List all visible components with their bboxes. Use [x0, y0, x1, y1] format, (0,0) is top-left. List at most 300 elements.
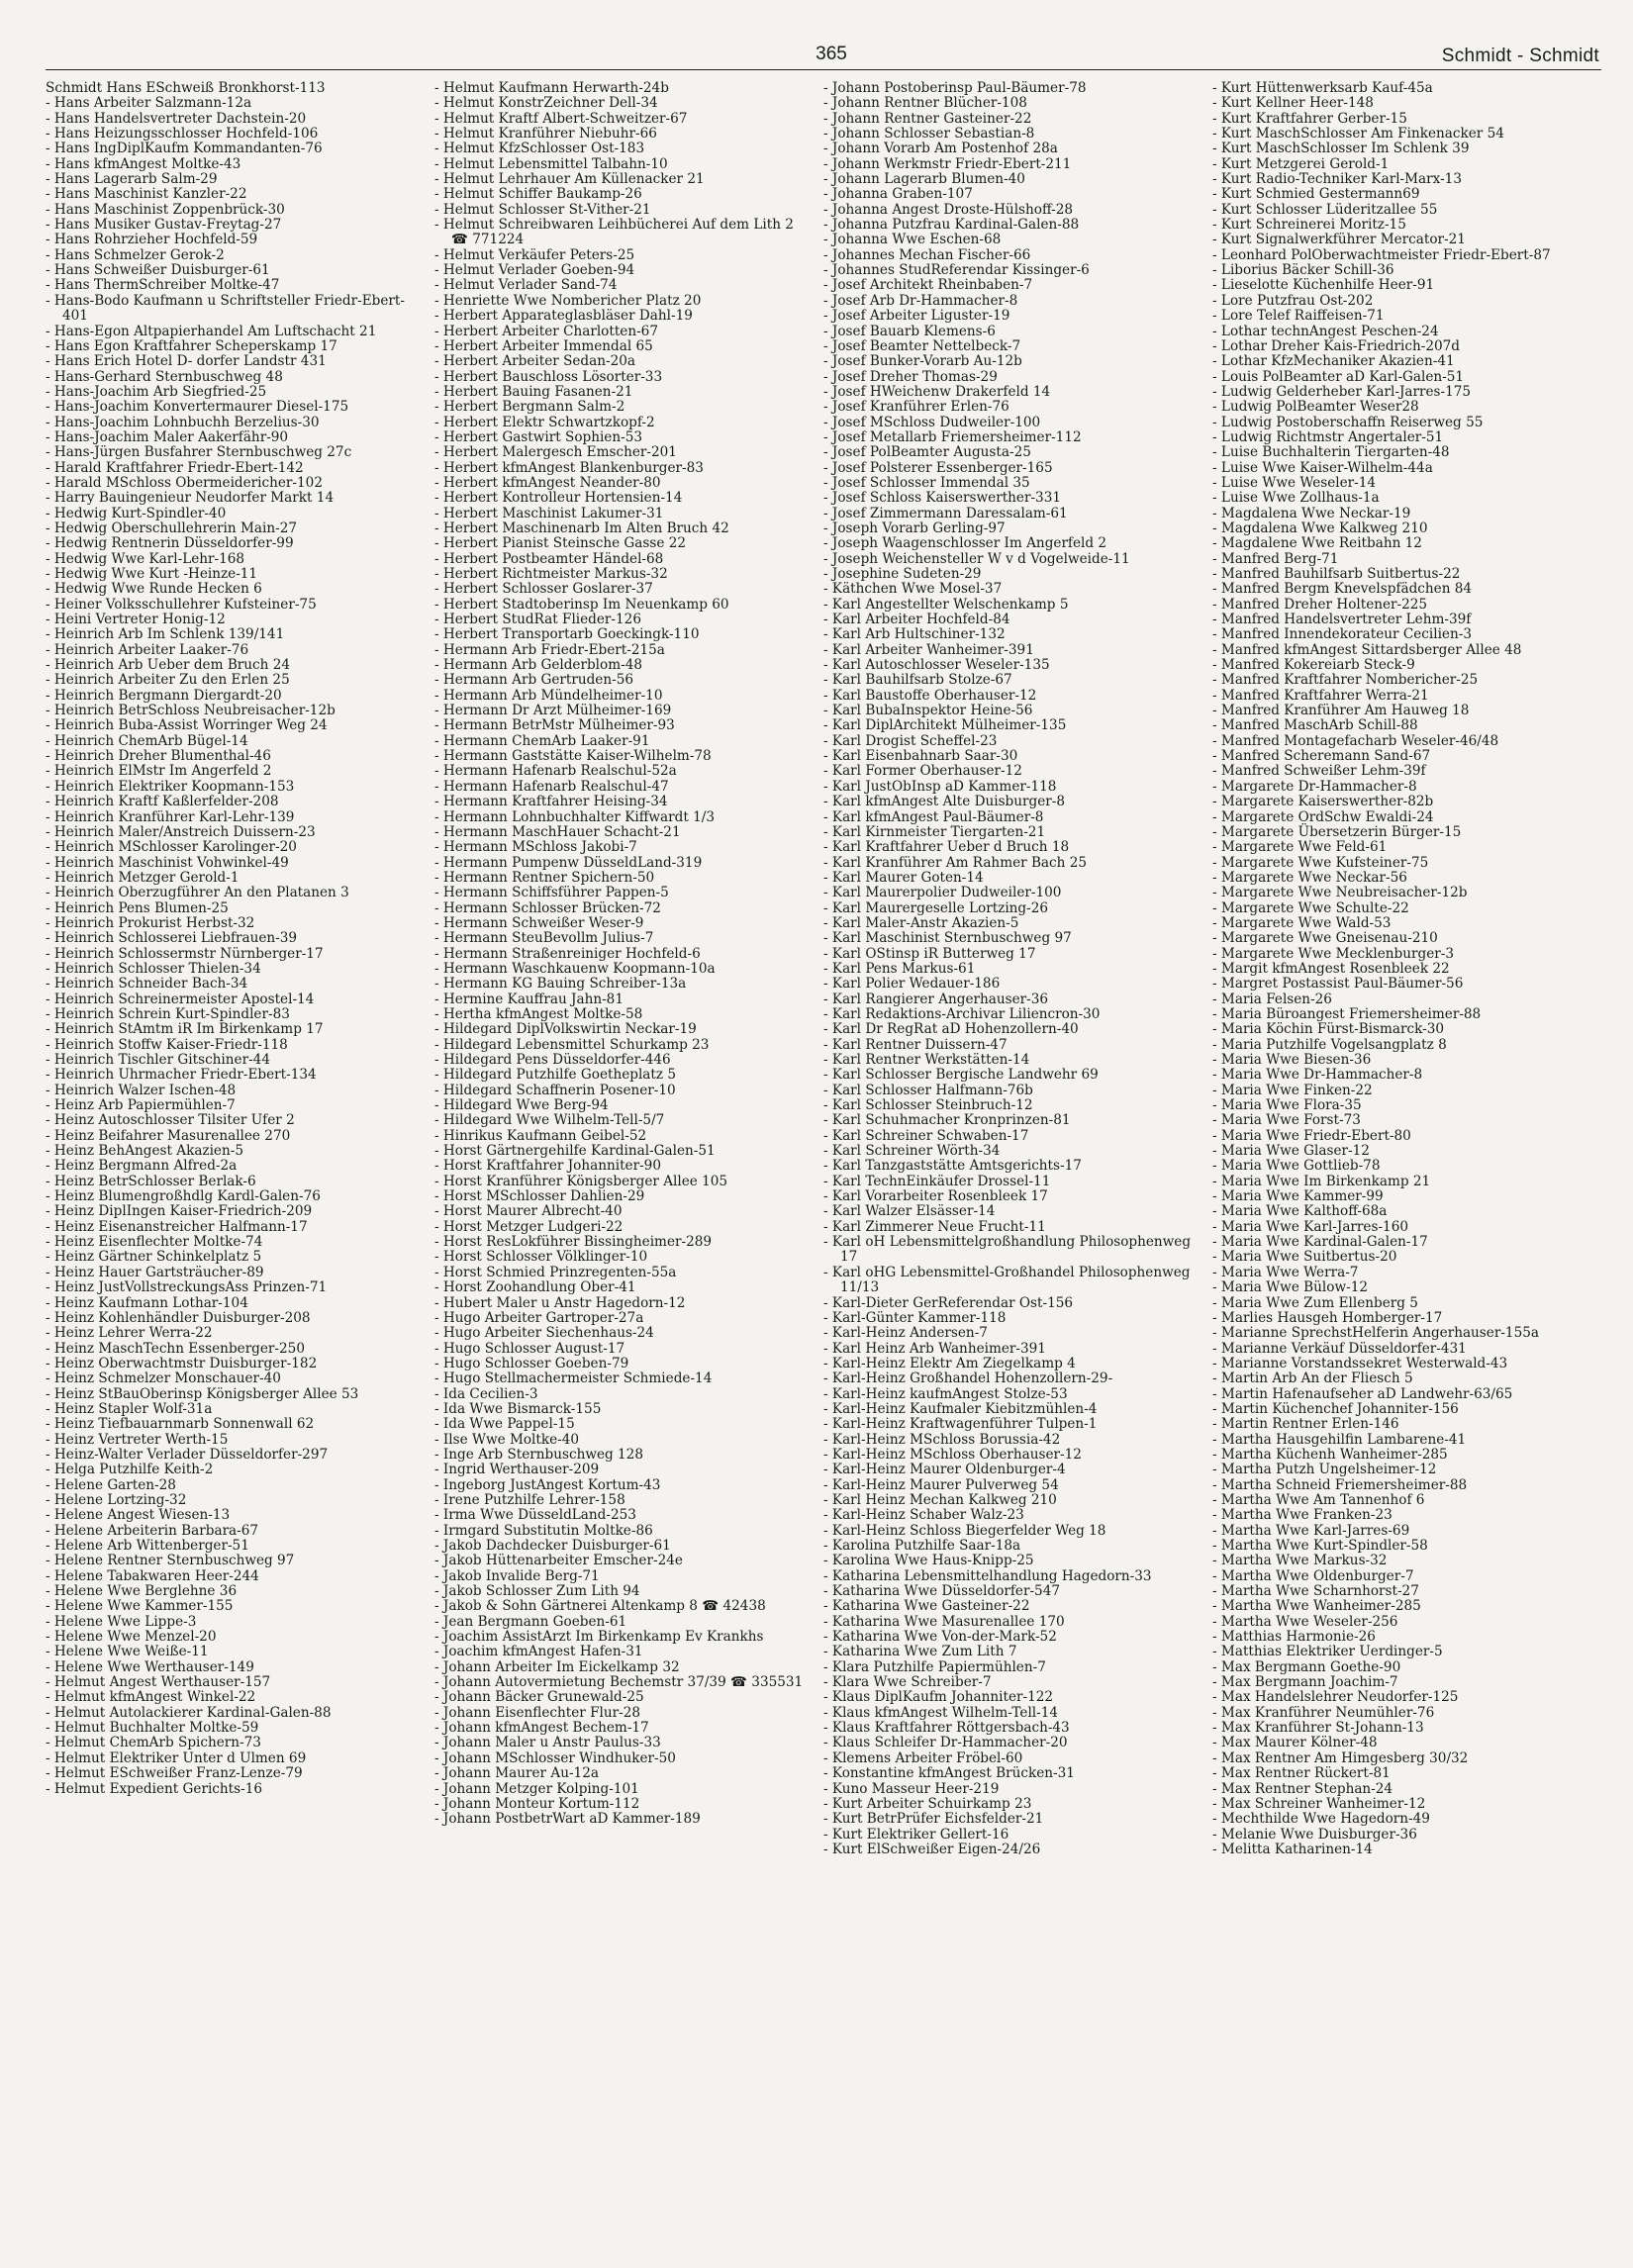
directory-entry: - Horst MSchlosser Dahlien-29	[434, 1188, 645, 1205]
directory-entry: - Karl Maurerpolier Dudweiler-100	[823, 885, 1062, 901]
directory-entry: - Heinrich Buba-Assist Worringer Weg 24	[46, 717, 328, 734]
directory-entry: - Heinrich Arbeiter Zu den Erlen 25	[46, 672, 290, 689]
directory-entry: - Helmut Schiffer Baukamp-26	[434, 186, 642, 203]
directory-entry: - Kurt Kellner Heer-148	[1212, 95, 1374, 112]
directory-entry: - Herbert Transportarb Goeckingk-110	[434, 626, 700, 643]
directory-entry: - Manfred Schweißer Lehm-39f	[1212, 763, 1426, 780]
directory-entry: - Martha Wwe Franken-23	[1212, 1507, 1393, 1524]
directory-entry: - Karl Autoschlosser Weseler-135	[823, 657, 1050, 674]
column-1	[46, 81, 434, 2258]
directory-entry: - Kurt Radio-Techniker Karl-Marx-13	[1212, 171, 1462, 188]
directory-entry: - Hubert Maler u Anstr Hagedorn-12	[434, 1294, 686, 1311]
directory-entry: - Helmut Kranführer Niebuhr-66	[434, 126, 657, 142]
directory-entry: - Hermann Schweißer Weser-9	[434, 914, 644, 931]
directory-entry: - Karl Heinz Arb Wanheimer-391	[823, 1340, 1046, 1357]
directory-entry: - Hermann Arb Friedr-Ebert-215a	[434, 641, 665, 658]
directory-entry: - Johann Autovermietung Bechemstr 37/39 ☎ 335531	[434, 1674, 804, 1691]
directory-entry: - Heinrich Metzger Gerold-1	[46, 869, 240, 886]
directory-entry: - Maria Wwe Finken-22	[1212, 1082, 1373, 1098]
directory-entry: - Heinrich Maschinist Vohwinkel-49	[46, 854, 289, 871]
directory-entry: - Hans-Joachim Lohnbuchh Berzelius-30	[46, 414, 320, 430]
directory-entry: - Heinz BetrSchlosser Berlak-6	[46, 1173, 256, 1189]
directory-entry: - Karl kfmAngest Paul-Bäumer-8	[823, 808, 1044, 825]
directory-entry: - Magdalena Wwe Neckar-19	[1212, 505, 1411, 521]
directory-entry: - Hans IngDiplKaufm Kommandanten-76	[46, 141, 323, 157]
directory-entry: - Karl Schreiner Schwaben-17	[823, 1127, 1029, 1144]
directory-entry: - Hermann Hafenarb Realschul-52a	[434, 763, 677, 780]
directory-entry: - Klaus Kraftfahrer Röttgersbach-43	[823, 1720, 1070, 1737]
directory-entry: - Karl Former Oberhauser-12	[823, 763, 1022, 780]
running-head: Schmidt - Schmidt	[1441, 46, 1599, 66]
directory-entry: - Ludwig PolBeamter Weser28	[1212, 399, 1419, 416]
directory-entry: - Karl Baustoffe Oberhauser-12	[823, 687, 1037, 704]
directory-entry: - Hildegard Pens Düsseldorfer-446	[434, 1052, 671, 1068]
directory-entry: - Max Bergmann Goethe-90	[1212, 1658, 1401, 1675]
directory-entry: - Martin Küchenchef Johanniter-156	[1212, 1400, 1459, 1417]
directory-entry: - Heinrich Oberzugführer An den Platanen 3	[46, 885, 349, 901]
directory-entry: - Hugo Schlosser Goeben-79	[434, 1355, 629, 1371]
directory-entry: - Karl Schuhmacher Kronprinzen-81	[823, 1112, 1071, 1129]
directory-entry: - Helmut Angest Werthauser-157	[46, 1674, 271, 1691]
directory-entry: - Helene Arb Wittenberger-51	[46, 1538, 249, 1554]
directory-entry: - Josef Architekt Rheinbaben-7	[823, 277, 1033, 294]
directory-entry: - Karl Schlosser Bergische Landwehr 69	[823, 1067, 1099, 1084]
directory-entry: - Hans Lagerarb Salm-29	[46, 171, 218, 188]
directory-entry: - Kurt ElSchweißer Eigen-24/26	[823, 1841, 1041, 1857]
directory-entry: - Herbert Kontrolleur Hortensien-14	[434, 490, 683, 507]
directory-entry: - Karl Zimmerer Neue Frucht-11	[823, 1218, 1046, 1235]
directory-entry: - Martha Hausgehilfin Lambarene-41	[1212, 1431, 1467, 1448]
directory-entry: - Karl Kranführer Am Rahmer Bach 25	[823, 854, 1088, 871]
directory-entry: - Karl-Heinz Maurer Pulverweg 54	[823, 1476, 1059, 1493]
directory-entry: - Heinrich Arbeiter Laaker-76	[46, 641, 249, 658]
directory-entry: - Martha Wwe Markus-32	[1212, 1553, 1388, 1569]
directory-entry: - Hans-Joachim Arb Siegfried-25	[46, 383, 267, 400]
directory-entry: - Heinz Schmelzer Monschauer-40	[46, 1370, 281, 1387]
directory-entry: - Josef MSchloss Dudweiler-100	[823, 414, 1041, 430]
directory-entry: - Manfred Handelsvertreter Lehm-39f	[1212, 612, 1472, 628]
directory-entry: - Luise Wwe Zollhaus-1a	[1212, 490, 1380, 507]
directory-entry: - Helene Wwe Werthauser-149	[46, 1658, 254, 1675]
directory-entry: - Hermann BetrMstr Mülheimer-93	[434, 717, 675, 734]
directory-entry: - Josef Dreher Thomas-29	[823, 368, 998, 385]
directory-entry: - Heinrich Arb Ueber dem Bruch 24	[46, 657, 291, 674]
directory-entry: - Josef PolBeamter Augusta-25	[823, 444, 1031, 461]
directory-entry: - Karl Pens Markus-61	[823, 960, 976, 977]
directory-entry: - Manfred Kranführer Am Hauweg 18	[1212, 703, 1470, 719]
directory-entry: - Manfred Montagefacharb Weseler-46/48	[1212, 732, 1499, 749]
directory-entry: - Karl oH Lebensmittelgroßhandlung Philosophenweg 17	[823, 1234, 1192, 1266]
directory-entry: - Manfred Innendekorateur Cecilien-3	[1212, 626, 1472, 643]
directory-entry: - Johanna Angest Droste-Hülshoff-28	[823, 201, 1074, 218]
directory-entry: - Leonhard PolOberwachtmeister Friedr-Ebert-87	[1212, 246, 1551, 263]
directory-entry: - Maria Köchin Fürst-Bismarck-30	[1212, 1021, 1445, 1038]
directory-entry: - Herbert Arbeiter Immendal 65	[434, 337, 653, 354]
directory-entry: - Josef Arbeiter Liguster-19	[823, 308, 1010, 325]
directory-entry: - Kurt Schreinerei Moritz-15	[1212, 217, 1406, 234]
directory-entry: - Heinz Stapler Wolf-31a	[46, 1400, 213, 1417]
directory-entry: - Karl Dr RegRat aD Hohenzollern-40	[823, 1021, 1079, 1038]
directory-entry: - Maria Wwe Forst-73	[1212, 1112, 1361, 1129]
directory-entry: - Hans Musiker Gustav-Freytag-27	[46, 217, 282, 234]
directory-entry: - Heinrich MSchlosser Karolinger-20	[46, 839, 297, 856]
directory-entry: - Karl Polier Wedauer-186	[823, 976, 1001, 992]
directory-entry: - Karl Redaktions-Archivar Lilienc​ron-30	[823, 1005, 1101, 1022]
directory-entry: - Marlies Hausgeh Homberger-17	[1212, 1309, 1443, 1326]
directory-entry: - Helmut Verlader Goeben-94	[434, 262, 635, 279]
directory-entry: - Karl OStinsp iR Butterweg 17	[823, 945, 1036, 962]
directory-entry: - Hermine Kauffrau Jahn-81	[434, 991, 624, 1007]
directory-entry: - Martha Schneid Friemersheimer-88	[1212, 1476, 1468, 1493]
directory-entry: - Heinrich Schreinermeister Apostel-14	[46, 991, 315, 1007]
directory-entry: - Heinrich Schlosserei Liebfrauen-39	[46, 930, 298, 947]
directory-entry: - Hermann Lohnbuchhalter Kiffwardt 1/3	[434, 808, 715, 825]
directory-entry: - Karl-Heinz kaufmAngest Stolze-53	[823, 1385, 1068, 1402]
directory-entry: - Karl Maurer Goten-14	[823, 869, 984, 886]
directory-entry: - Maria Wwe Kalthoff-68a	[1212, 1203, 1388, 1220]
directory-entry: - Lothar technAngest Peschen-24	[1212, 323, 1439, 339]
directory-entry: - Heinrich Bergmann Diergardt-20	[46, 687, 282, 704]
directory-entry: - Johannes Mechan Fischer-66	[823, 246, 1031, 263]
directory-entry: - Hildegard Putzhilfe Goetheplatz 5	[434, 1067, 677, 1084]
directory-entry: - Margarete Kaiserswerther-82b	[1212, 794, 1434, 810]
directory-entry: - Hildegard Lebensmittel Schurkamp 23	[434, 1036, 710, 1053]
directory-entry: - Heinrich BetrSchloss Neubreisacher-12b	[46, 703, 336, 719]
directory-entry: - Helene Wwe Weiße-11	[46, 1644, 209, 1660]
directory-entry: - Helmut KonstrZeichner Dell-34	[434, 95, 658, 112]
directory-entry: - Johanna Putzfrau Kardinal-Galen-88	[823, 217, 1080, 234]
directory-entry: - Karl Rentner Duissern-47	[823, 1036, 1008, 1053]
directory-entry: - Heinz Kohlenhändler Duisburger-208	[46, 1309, 311, 1326]
directory-entry: - Hermann KG Bauing Schreiber-13a	[434, 976, 687, 992]
directory-entry: - Karl Eisenbahnarb Saar-30	[823, 748, 1018, 765]
directory-entry: - Irene Putzhilfe Lehrer-158	[434, 1491, 625, 1508]
directory-entry: - Josef Bunker-Vorarb Au-12b	[823, 353, 1022, 370]
directory-entry: - Margarete Übersetzerin Bürger-15	[1212, 823, 1462, 840]
header-rule	[46, 69, 1601, 70]
directory-entry: - Hermann Kraftfahrer Heising-34	[434, 794, 668, 810]
directory-entry: - Karl Arbeiter Wanheimer-391	[823, 641, 1034, 658]
directory-entry: - Martha Wwe Weseler-256	[1212, 1613, 1398, 1630]
directory-entry: - Hermann Gaststätte Kaiser-Wilhelm-78	[434, 748, 712, 765]
directory-entry: - Horst Zoohandlung Ober-41	[434, 1279, 636, 1296]
directory-entry: - Herbert Postbeamter Händel-68	[434, 550, 664, 567]
directory-entry: - Helga Putzhilfe Keith-2	[46, 1462, 214, 1478]
directory-entry: - Helmut KfzSchlosser Ost-183	[434, 141, 645, 157]
directory-entry: Schmidt Hans ESchweiß Bronkhorst-113	[46, 81, 326, 96]
directory-entry: - Manfred Scheremann Sand-67	[1212, 748, 1431, 765]
directory-entry: - Mechthilde Wwe Hagedorn-49	[1212, 1811, 1430, 1828]
directory-entry: - Helene Lortzing-32	[46, 1491, 187, 1508]
directory-entry: - Heinrich Pens Blumen-25	[46, 899, 229, 916]
directory-entry: - Hermann Dr Arzt Mülheimer-169	[434, 703, 672, 719]
directory-entry: - Heinz Vertreter Werth-15	[46, 1431, 229, 1448]
directory-entry: - Hugo Stellmachermeister Schmiede-14	[434, 1370, 713, 1387]
directory-entry: - Jakob Invalide Berg-71	[434, 1567, 600, 1584]
directory-entry: - Max Bergmann Joachim-7	[1212, 1674, 1398, 1691]
directory-entry: - Katharina Lebensmittelhandlung Hagedorn-33	[823, 1567, 1152, 1584]
directory-entry: - Heinrich Tischler Gitschiner-44	[46, 1052, 270, 1068]
directory-entry: - Johann Lagerarb Blumen-40	[823, 171, 1025, 188]
directory-entry: - Horst Maurer Albrecht-40	[434, 1203, 623, 1220]
directory-entry: - Luise Wwe Weseler-14	[1212, 474, 1377, 491]
directory-entry: - Melitta Katharinen-14	[1212, 1841, 1373, 1857]
directory-entry: - Maria Wwe Bülow-12	[1212, 1279, 1368, 1296]
directory-entry: - Helmut ChemArb Spichern-73	[46, 1735, 261, 1751]
directory-entry: - Kurt Signalwerkführer Mercator-21	[1212, 232, 1466, 248]
directory-entry: - Max Rentner Stephan-24	[1212, 1780, 1393, 1797]
directory-entry: - Horst Kraftfahrer Johanniter-90	[434, 1158, 661, 1175]
directory-entry: - Herbert Schlosser Goslarer-37	[434, 581, 653, 598]
directory-entry: - Helmut Expedient Gerichts-16	[46, 1780, 263, 1797]
directory-entry: - Martha Wwe Scharnhorst-27	[1212, 1583, 1419, 1600]
directory-entry: - Karl-Heinz Kaufmaler Kiebitzmühlen-4	[823, 1400, 1098, 1417]
directory-entry: - Karl-Heinz Kraftwagenführer Tulpen-1	[823, 1416, 1098, 1433]
directory-entry: - Karl Walzer Elsässer-14	[823, 1203, 996, 1220]
directory-entry: - Martha Wwe Kurt-Spindler-58	[1212, 1538, 1428, 1554]
directory-entry: - Hermann Waschkauenw Koopmann-10a	[434, 960, 716, 977]
directory-entry: - Kurt Hüttenwerksarb Kauf-45a	[1212, 81, 1433, 96]
directory-entry: - Margarete Wwe Neckar-56	[1212, 869, 1407, 886]
directory-entry: - Helmut Schreibwaren Leihbücherei Auf dem Lith 2 ☎ 771224	[434, 217, 794, 248]
directory-entry: - Maria Wwe Im Birkenkamp 21	[1212, 1173, 1431, 1189]
directory-entry: - Matthias Elektriker Uerdinger-5	[1212, 1644, 1443, 1660]
directory-entry: - Heini Vertreter Honig-12	[46, 612, 226, 628]
directory-entry: - Kurt Schlosser Lüderitzallee 55	[1212, 201, 1438, 218]
directory-entry: - Johann Maurer Au-12a	[434, 1765, 599, 1782]
directory-entry: - Johann Rentner Blücher-108	[823, 95, 1027, 112]
directory-entry: - Jakob Dachdecker Duisburger-61	[434, 1538, 671, 1554]
directory-entry: - Herbert Maschinenarb Im Alten Bruch 42	[434, 520, 729, 536]
directory-entry: - Martin Hafenaufseher aD Landwehr-63/65	[1212, 1385, 1513, 1402]
directory-entry: - Herbert StudRat Flieder-126	[434, 612, 641, 628]
directory-entry: - Hans Maschinist Kanzler-22	[46, 186, 247, 203]
directory-entry: - Helene Wwe Berglehne 36	[46, 1583, 238, 1600]
directory-entry: - Karl Drogist Scheffel-23	[823, 732, 998, 749]
directory-entry: - Heinrich ElMstr Im Angerfeld 2	[46, 763, 272, 780]
directory-entry: - Heinz Hauer Gartsträucher-89	[46, 1264, 264, 1280]
directory-entry: - Johann Schlosser Sebastian-8	[823, 126, 1035, 142]
directory-entry: - Katharina Wwe Zum Lith 7	[823, 1644, 1017, 1660]
directory-entry: - Hans-Joachim Maler Aakerfähr-90	[46, 428, 289, 445]
directory-entry: - Klaus Schleifer Dr-Hammacher-20	[823, 1735, 1068, 1751]
directory-entry: - Max Rentner Am Himgesberg 30/32	[1212, 1749, 1469, 1766]
directory-entry: - Johann Rentner Gasteiner-22	[823, 110, 1032, 127]
directory-entry: - Josef Arb Dr-Hammacher-8	[823, 292, 1018, 309]
directory-entry: - Josef HWeichenw Drakerfeld 14	[823, 383, 1051, 400]
directory-entry: - Karl JustObInsp aD Kammer-118	[823, 778, 1057, 795]
directory-entry: - Heinrich Maler/Anstreich Duissern-23	[46, 823, 316, 840]
directory-entry: - Margarete Dr-Hammacher-8	[1212, 778, 1417, 795]
directory-entry: - Helmut Kaufmann Herwarth-24b	[434, 81, 669, 96]
directory-entry: - Karl-Heinz Großhandel Hohenzollern-29-	[823, 1370, 1113, 1387]
directory-entry: - Hedwig Oberschullehrerin Main-27	[46, 520, 297, 536]
directory-entry: - Manfred Bergm Knevelspfädchen 84	[1212, 581, 1473, 598]
directory-entry: - Henriette Wwe Nombericher Platz 20	[434, 292, 702, 309]
directory-entry: - Herbert Malergesch Emscher-201	[434, 444, 677, 461]
directory-entry: - Hedwig Kurt-Spindler-40	[46, 505, 227, 521]
directory-entry: - Manfred Berg-71	[1212, 550, 1339, 567]
directory-entry: - Kurt Metzgerei Gerold-1	[1212, 155, 1390, 172]
directory-entry: - Johannes StudReferendar Kissinger-6	[823, 262, 1090, 279]
directory-entry: - Martha Wwe Am Tannenhof 6	[1212, 1491, 1425, 1508]
directory-entry: - Karl Schreiner Wörth-34	[823, 1143, 1001, 1160]
directory-entry: - Heinz Eisenanstreicher Halfmann-17	[46, 1218, 308, 1235]
directory-entry: - Hermann Schiffsführer Pappen-5	[434, 885, 669, 901]
directory-entry: - Martin Arb An der Fliesch 5	[1212, 1370, 1413, 1387]
directory-entry: - Hans-Egon Altpapierhandel Am Luftschacht 21	[46, 323, 377, 339]
column-4	[1212, 81, 1601, 2258]
directory-entry: - Jakob Schlosser Zum Lith 94	[434, 1583, 640, 1600]
directory-columns	[46, 81, 1601, 2258]
directory-entry: - Max Schreiner Wanheimer-12	[1212, 1795, 1426, 1812]
directory-entry: - Joseph Waagenschlosser Im Angerfeld 2	[823, 535, 1107, 552]
directory-entry: - Hildegard Wwe Berg-94	[434, 1097, 609, 1114]
directory-entry: - Helmut Kraftf Albert-Schweitzer-67	[434, 110, 688, 127]
directory-entry: - Maria Büroangest Friemersheimer-88	[1212, 1005, 1482, 1022]
directory-entry: - Hans ThermSchreiber Moltke-47	[46, 277, 280, 294]
directory-entry: - Hermann Schlosser Brücken-72	[434, 899, 661, 916]
directory-entry: - Karl Arbeiter Hochfeld-84	[823, 612, 1010, 628]
directory-entry: - Käthchen Wwe Mosel-37	[823, 581, 1003, 598]
directory-entry: - Margarete Wwe Feld-61	[1212, 839, 1388, 856]
directory-entry: - Karl Maschinist Sternbuschweg 97	[823, 930, 1072, 947]
directory-entry: - Herbert Maschinist Lakumer-31	[434, 505, 664, 521]
directory-entry: - Herbert kfmAngest Neander-80	[434, 474, 661, 491]
directory-entry: - Hermann MaschHauer Schacht-21	[434, 823, 681, 840]
directory-entry: - Manfred Kokereiarb Steck-9	[1212, 657, 1415, 674]
directory-entry: - Karl Rentner Werkstätten-14	[823, 1052, 1030, 1068]
directory-entry: - Heinrich ChemArb Bügel-14	[46, 732, 248, 749]
directory-entry: - Katharina Wwe Masurenallee 170	[823, 1613, 1065, 1630]
directory-entry: - Lieselotte Küchenhilfe Heer-91	[1212, 277, 1435, 294]
directory-entry: - Manfred Kraftfahrer Werra-21	[1212, 687, 1429, 704]
directory-entry: - Helene Tabakwaren Heer-244	[46, 1567, 259, 1584]
directory-entry: - Josef Bauarb Klemens-6	[823, 323, 996, 339]
directory-entry: - Hildegard Wwe Wilhelm-Tell-5/7	[434, 1112, 665, 1129]
directory-entry: - Harry Bauingenieur Neudorfer Markt 14	[46, 490, 335, 507]
directory-entry: - Kuno Masseur Heer-219	[823, 1780, 1000, 1797]
directory-entry: - Karl-Heinz MSchloss Borussia-42	[823, 1431, 1061, 1448]
directory-entry: - Martha Küchenh Wanheimer-285	[1212, 1446, 1448, 1463]
directory-entry: - Maria Wwe Suitbertus-20	[1212, 1249, 1397, 1266]
directory-entry: - Hans Heizungsschlosser Hochfeld-106	[46, 126, 319, 142]
directory-entry: - Heinz DiplIngen Kaiser-Friedrich-209	[46, 1203, 313, 1220]
directory-entry: - Magdalene Wwe Reitbahn 12	[1212, 535, 1422, 552]
directory-entry: - Karl-Dieter GerReferendar Ost-156	[823, 1294, 1074, 1311]
directory-entry: - Maria Wwe Werra-7	[1212, 1264, 1359, 1280]
directory-entry: - Herbert Gastwirt Sophien-53	[434, 428, 642, 445]
directory-entry: - Heinrich Schlossermstr Nürnberger-17	[46, 945, 324, 962]
directory-entry: - Manfred Dreher Holtener-225	[1212, 596, 1428, 613]
directory-entry: - Katharina Wwe Gasteiner-22	[823, 1598, 1030, 1615]
directory-entry: - Helene Rentner Sternbuschweg 97	[46, 1553, 295, 1569]
directory-entry: - Josef Zimmermann Daressalam-61	[823, 505, 1068, 521]
directory-entry: - Klara Wwe Schreiber-7	[823, 1674, 992, 1691]
directory-entry: - Hans-Gerhard Sternbuschweg 48	[46, 368, 283, 385]
directory-entry: - Harald Kraftfahrer Friedr-Ebert-142	[46, 459, 304, 476]
directory-entry: - Helene Wwe Menzel-20	[46, 1629, 217, 1646]
directory-entry: - Konstantine kfmAngest Brücken-31	[823, 1765, 1075, 1782]
directory-entry: - Karl TechnEinkäufer Drossel-11	[823, 1173, 1051, 1189]
directory-entry: - Margarete Wwe Mecklenburger-3	[1212, 945, 1454, 962]
directory-entry: - Josef Polsterer Essenberger-165	[823, 459, 1053, 476]
directory-entry: - Maria Wwe Zum Ellenberg 5	[1212, 1294, 1418, 1311]
directory-entry: - Marianne Vorstandssekret Westerwald-43	[1212, 1355, 1508, 1371]
directory-entry: - Helmut ESchweißer Franz-Lenze-79	[46, 1765, 303, 1782]
directory-entry: - Ingrid Werthauser-209	[434, 1462, 600, 1478]
directory-entry: - Kurt MaschSchlosser Am Finkenacker 54	[1212, 126, 1504, 142]
directory-entry: - Hugo Arbeiter Gartroper-27a	[434, 1309, 644, 1326]
directory-entry: - Luise Wwe Kaiser-Wilhelm-44a	[1212, 459, 1433, 476]
directory-entry: - Hermann Arb Gelderblom-48	[434, 657, 642, 674]
directory-entry: - Heinz Oberwachtmstr Duisburger-182	[46, 1355, 318, 1371]
directory-entry: - Maria Wwe Karl-Jarres-160	[1212, 1218, 1408, 1235]
directory-entry: - Hans Erich Hotel D- dorfer Landstr 431	[46, 353, 327, 370]
directory-entry: - Herbert Apparateglasbläser Dahl-19	[434, 308, 693, 325]
directory-entry: - Martha Putzh Ungelsheimer-12	[1212, 1462, 1437, 1478]
directory-entry: - Heinz Blumengroßhdlg Kardl-Galen-76	[46, 1188, 321, 1205]
directory-entry: - Ida Wwe Bismarck-155	[434, 1400, 602, 1417]
directory-entry: - Karl Angestellter Welschenkamp 5	[823, 596, 1069, 613]
directory-entry: - Maria Wwe Glaser-12	[1212, 1143, 1370, 1160]
directory-entry: - Max Maurer Kölner-48	[1212, 1735, 1378, 1751]
directory-entry: - Herbert Bergmann Salm-2	[434, 399, 625, 416]
directory-entry: - Karl-Heinz Schloss Biegerfelder Weg 18	[823, 1522, 1106, 1539]
directory-entry: - Hugo Arbeiter Siechenhaus-24	[434, 1325, 654, 1342]
directory-entry: - Jakob & Sohn Gärtnerei Altenkamp 8 ☎ 42438	[434, 1598, 766, 1615]
directory-entry: - Karl Maurergeselle Lortzing-26	[823, 899, 1049, 916]
directory-entry: - Karl Schlosser Halfmann-76b	[823, 1082, 1033, 1098]
directory-entry: - Karl BubaInspektor Heine-56	[823, 703, 1033, 719]
column-3	[823, 81, 1212, 2258]
directory-entry: - Hildegard DiplVolkswirtin Neckar-19	[434, 1021, 697, 1038]
directory-entry: - Herbert Stadtoberinsp Im Neuenkamp 60	[434, 596, 729, 613]
directory-entry: - Max Kranführer Neumühler-76	[1212, 1704, 1435, 1721]
directory-entry: - Herbert Pianist Steinsche Gasse 22	[434, 535, 687, 552]
directory-entry: - Johann Monteur Kortum-112	[434, 1795, 640, 1812]
page-number: 365	[816, 44, 847, 64]
directory-entry: - Helmut Autolackierer Kardinal-Galen-88	[46, 1704, 332, 1721]
directory-entry: - Herbert Arbeiter Charlotten-67	[434, 323, 658, 339]
directory-entry: - Manfred Kraftfahrer Nombericher-25	[1212, 672, 1479, 689]
directory-entry: - Hermann MSchloss Jakobi-7	[434, 839, 637, 856]
directory-entry: - Heiner Volksschullehrer Kufsteiner-75	[46, 596, 317, 613]
directory-entry: - Maria Wwe Biesen-36	[1212, 1052, 1372, 1068]
directory-entry: - Heinz Lehrer Werra-22	[46, 1325, 213, 1342]
directory-entry: - Heinz BehAngest Akazien-5	[46, 1143, 243, 1160]
directory-entry: - Louis PolBeamter aD Karl-Galen-51	[1212, 368, 1465, 385]
directory-entry: - Karl-Heinz Maurer Oldenburger-4	[823, 1462, 1066, 1478]
directory-entry: - Martha Wwe Oldenburger-7	[1212, 1567, 1414, 1584]
directory-entry: - Heinz Arb Papiermühlen-7	[46, 1097, 236, 1114]
directory-entry: - Heinrich Stoffw Kaiser-Friedr-118	[46, 1036, 288, 1053]
directory-entry: - Joachim AssistArzt Im Birkenkamp Ev Krankhs	[434, 1629, 764, 1646]
directory-entry: - Klaus DiplKaufm Johanniter-122	[823, 1689, 1054, 1706]
directory-entry: - Margarete Wwe Wald-53	[1212, 914, 1392, 931]
directory-entry: - Irma Wwe DüsseldLand-253	[434, 1507, 636, 1524]
directory-entry: - Maria Wwe Kardinal-Galen-17	[1212, 1234, 1428, 1251]
directory-entry: - Maria Wwe Flora-35	[1212, 1097, 1362, 1114]
directory-entry: - Karl-Heinz Schaber Walz-23	[823, 1507, 1024, 1524]
directory-entry: - Joachim kfmAngest Hafen-31	[434, 1644, 643, 1660]
directory-entry: - Johann Vorarb Am Postenhof 28a	[823, 141, 1058, 157]
directory-entry: - Ida Cecilien-3	[434, 1385, 538, 1402]
directory-entry: - Horst Kranführer Königsberger Allee 105	[434, 1173, 728, 1189]
directory-entry: - Hermann Hafenarb Realschul-47	[434, 778, 669, 795]
directory-entry: - Karl DiplArchitekt Mülheimer-135	[823, 717, 1067, 734]
directory-entry: - Heinrich Walzer Ischen-48	[46, 1082, 237, 1098]
